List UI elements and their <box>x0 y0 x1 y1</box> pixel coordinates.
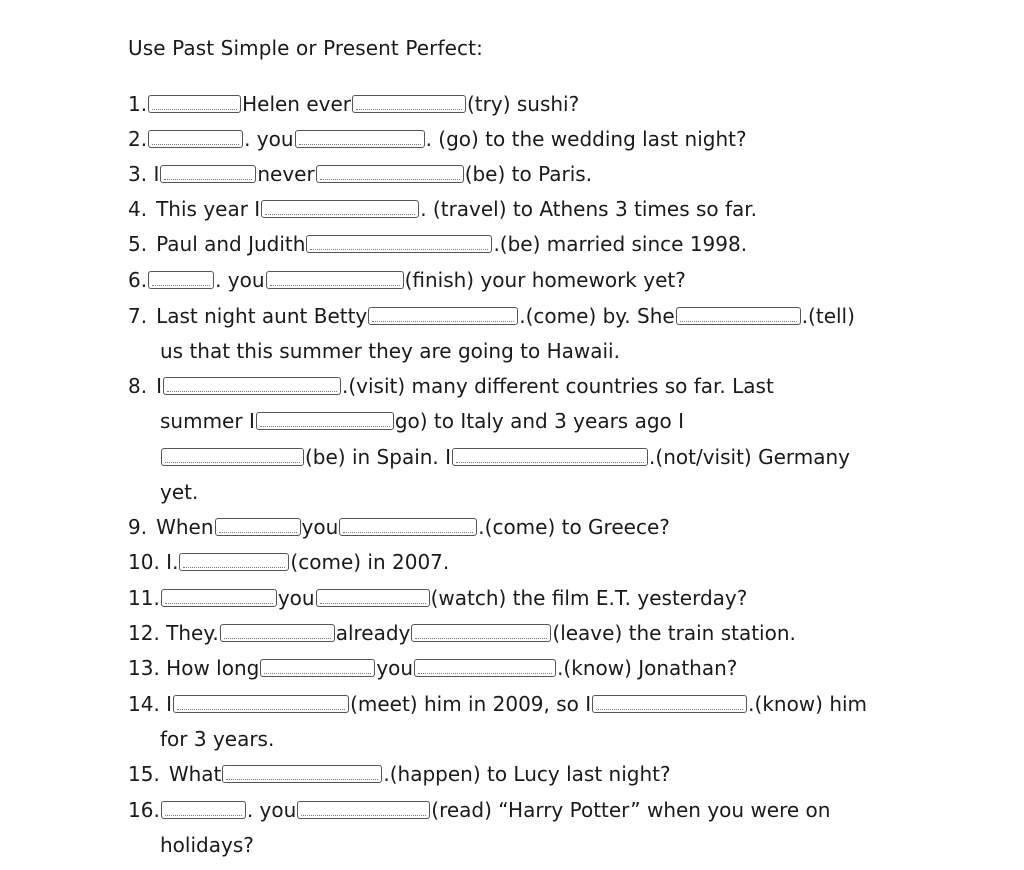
exercise-text: What <box>168 762 222 786</box>
exercise-line <box>160 442 850 472</box>
exercise-line <box>128 371 774 401</box>
exercise-text: 10. I. <box>128 550 179 574</box>
answer-blank-input[interactable] <box>411 624 551 642</box>
answer-blank-input[interactable] <box>352 95 466 113</box>
answer-blank-input[interactable] <box>161 448 304 466</box>
exercise-text: yet. <box>160 480 199 504</box>
exercise-text: . you <box>244 127 294 151</box>
exercise-line <box>128 689 867 719</box>
exercise-text: you <box>301 515 339 539</box>
exercise-line <box>128 512 670 542</box>
item-number: 6. <box>128 268 148 292</box>
exercise-text: .(visit) many different countries so far. Last <box>342 374 774 398</box>
item-number: 1. <box>128 92 148 116</box>
answer-blank-input[interactable] <box>368 307 518 325</box>
exercise-text: (be) in Spain. I <box>305 445 452 469</box>
exercise-text: (come) in 2007. <box>290 550 450 574</box>
exercise-text: (read) “Harry Potter” when you were on <box>431 798 831 822</box>
item-number: 8. <box>128 374 148 398</box>
answer-blank-input[interactable] <box>316 589 430 607</box>
exercise-line <box>128 301 855 331</box>
exercise-text: . (go) to the wedding last night? <box>425 127 747 151</box>
exercise-line <box>128 547 449 577</box>
exercise-text: (try) sushi? <box>467 92 580 116</box>
answer-blank-input[interactable] <box>676 307 801 325</box>
exercise-line <box>128 229 747 259</box>
item-number: 9. <box>128 515 148 539</box>
exercise-text: .(be) married since 1998. <box>493 232 748 256</box>
exercise-line <box>160 477 198 507</box>
exercise-text: This year I <box>156 197 261 221</box>
exercise-text: you <box>277 586 315 610</box>
answer-blank-input[interactable] <box>260 659 375 677</box>
exercise-line <box>160 830 254 860</box>
answer-blank-input[interactable] <box>173 695 349 713</box>
exercise-text: I <box>156 374 162 398</box>
answer-blank-input[interactable] <box>160 165 256 183</box>
exercise-line <box>128 759 671 789</box>
worksheet-title: Use Past Simple or Present Perfect: <box>128 36 483 60</box>
answer-blank-input[interactable] <box>256 412 394 430</box>
exercise-line <box>128 583 747 613</box>
exercise-text: .(happen) to Lucy last night? <box>383 762 671 786</box>
exercise-text: .(come) by. She <box>519 304 675 328</box>
answer-blank-input[interactable] <box>148 95 241 113</box>
exercise-text: 14. I <box>128 692 173 716</box>
exercise-text: (finish) your homework yet? <box>404 268 686 292</box>
answer-blank-input[interactable] <box>161 589 277 607</box>
exercise-text: for 3 years. <box>160 727 275 751</box>
exercise-text: (be) to Paris. <box>464 162 593 186</box>
answer-blank-input[interactable] <box>148 130 243 148</box>
exercise-text: us that this summer they are going to Hawaii. <box>160 339 620 363</box>
exercise-text: When <box>156 515 214 539</box>
exercise-text: you <box>376 656 414 680</box>
exercise-line <box>128 124 747 154</box>
answer-blank-input[interactable] <box>220 624 335 642</box>
exercise-line <box>160 406 684 436</box>
exercise-text: summer I <box>160 409 255 433</box>
item-number: 2. <box>128 127 148 151</box>
exercise-text: holidays? <box>160 833 254 857</box>
exercise-text: already <box>335 621 411 645</box>
exercise-text: . you <box>215 268 265 292</box>
exercise-text: .(come) to Greece? <box>478 515 670 539</box>
item-number: 15. <box>128 762 160 786</box>
answer-blank-input[interactable] <box>297 801 430 819</box>
exercise-line <box>128 265 686 295</box>
exercise-text: 12. They. <box>128 621 219 645</box>
item-number: 11. <box>128 586 160 610</box>
answer-blank-input[interactable] <box>414 659 556 677</box>
exercise-text: Last night aunt Betty <box>156 304 368 328</box>
item-number: 16. <box>128 798 160 822</box>
answer-blank-input[interactable] <box>163 377 341 395</box>
exercise-line <box>128 618 796 648</box>
exercise-text: .(know) him <box>748 692 868 716</box>
answer-blank-input[interactable] <box>452 448 648 466</box>
exercise-line <box>160 724 274 754</box>
exercise-line <box>128 795 830 825</box>
answer-blank-input[interactable] <box>306 235 492 253</box>
exercise-line <box>128 89 579 119</box>
exercise-line <box>128 159 592 189</box>
exercise-line <box>160 336 620 366</box>
exercise-text: never <box>257 162 315 186</box>
exercise-text: . you <box>246 798 297 822</box>
item-number: 7. <box>128 304 148 328</box>
item-number: 4. <box>128 197 148 221</box>
answer-blank-input[interactable] <box>148 271 214 289</box>
answer-blank-input[interactable] <box>266 271 404 289</box>
answer-blank-input[interactable] <box>295 130 425 148</box>
answer-blank-input[interactable] <box>222 765 382 783</box>
answer-blank-input[interactable] <box>592 695 747 713</box>
exercise-text: .(not/visit) Germany <box>649 445 850 469</box>
exercise-text: . (travel) to Athens 3 times so far. <box>420 197 758 221</box>
exercise-text: 3. I <box>128 162 160 186</box>
exercise-text: Helen ever <box>242 92 351 116</box>
answer-blank-input[interactable] <box>179 553 289 571</box>
item-number: 5. <box>128 232 148 256</box>
exercise-line <box>128 653 737 683</box>
exercise-text: 13. How long <box>128 656 260 680</box>
answer-blank-input[interactable] <box>261 200 419 218</box>
exercise-text: (watch) the film E.T. yesterday? <box>430 586 748 610</box>
exercise-text: .(know) Jonathan? <box>557 656 738 680</box>
answer-blank-input[interactable] <box>161 801 246 819</box>
answer-blank-input[interactable] <box>215 518 301 536</box>
exercise-line <box>128 194 757 224</box>
exercise-text: (meet) him in 2009, so I <box>350 692 592 716</box>
answer-blank-input[interactable] <box>316 165 464 183</box>
answer-blank-input[interactable] <box>339 518 477 536</box>
exercise-text: .(tell) <box>801 304 855 328</box>
exercise-text: (leave) the train station. <box>552 621 796 645</box>
exercise-text: Paul and Judith <box>156 232 306 256</box>
exercise-text: go) to Italy and 3 years ago I <box>394 409 685 433</box>
